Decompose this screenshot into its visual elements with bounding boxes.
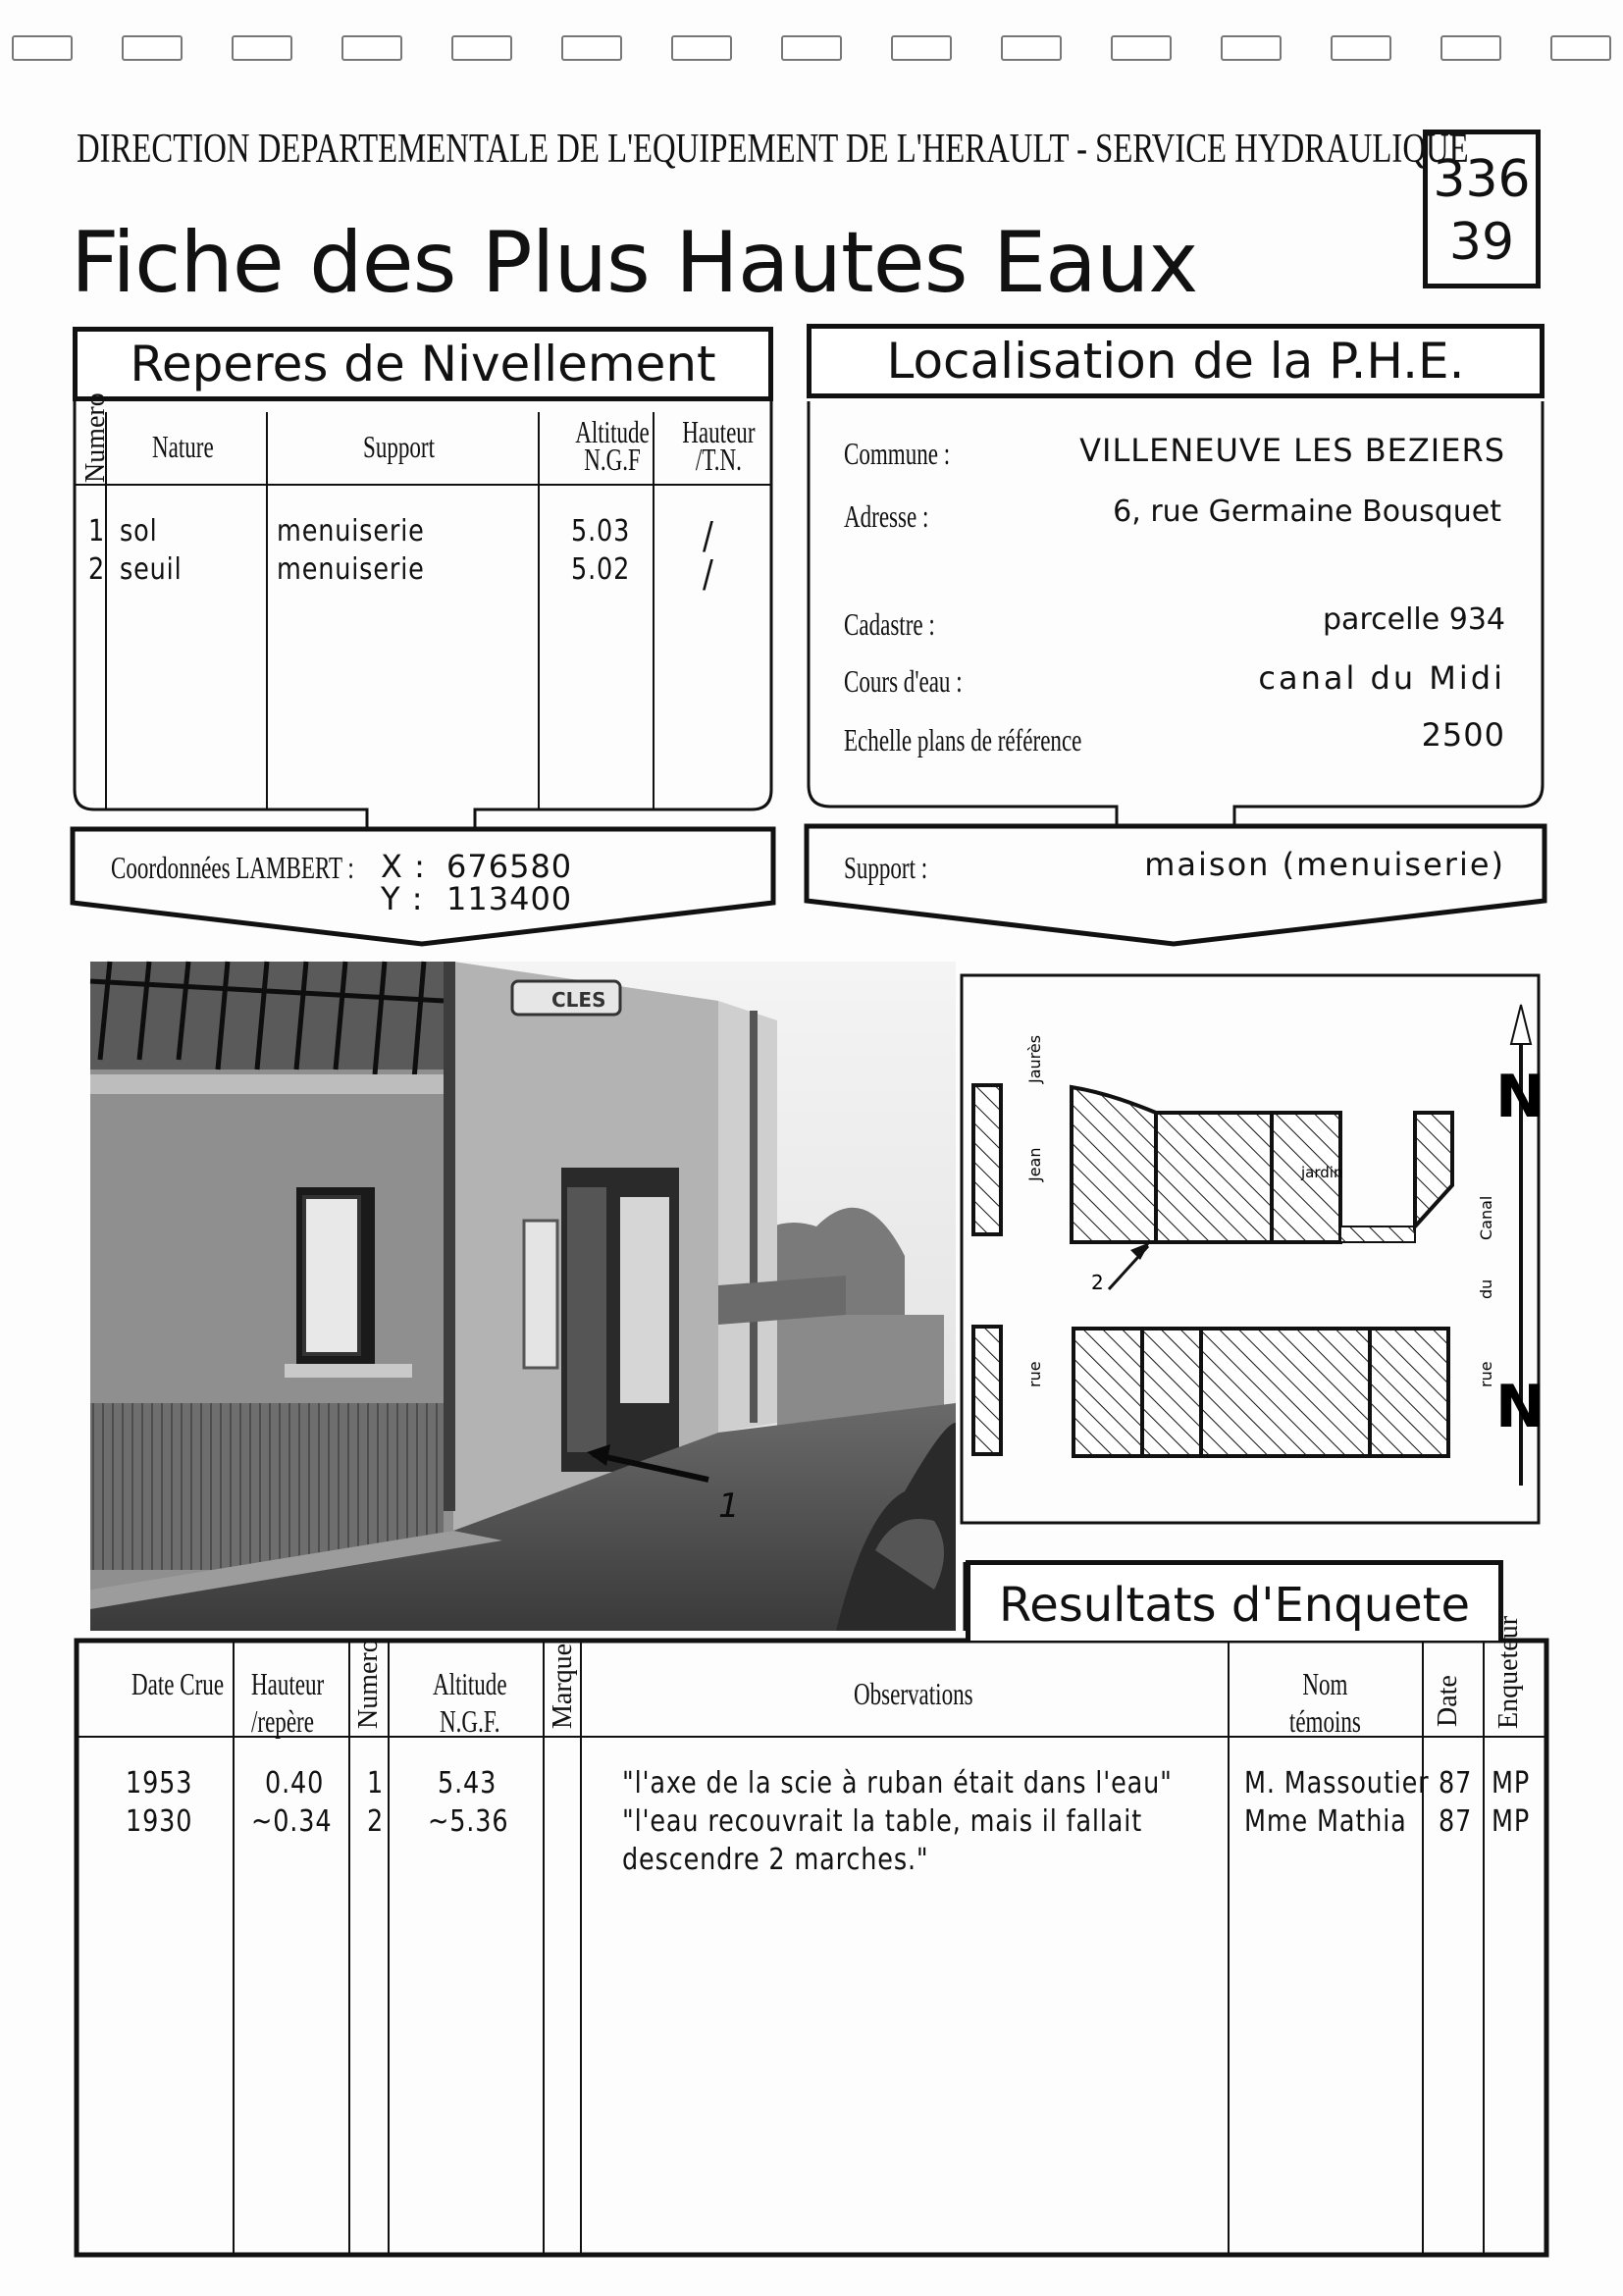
echelle-value: 2500 (1421, 716, 1505, 754)
res-date-crue: 1930 (126, 1804, 193, 1839)
commune-label: Commune : (844, 436, 951, 471)
street-label-rue-left: rue (1025, 1361, 1044, 1387)
col-header-altitude: Altitude N.G.F (575, 414, 650, 477)
col-header-numero-res: Numero (353, 1639, 384, 1729)
repere-altitude: 5.02 (571, 552, 631, 587)
location-plan (962, 975, 1545, 1523)
street-photo (90, 962, 956, 1631)
cours-value: canal du Midi (1258, 659, 1505, 697)
col-header-hauteur: Hauteur /T.N. (682, 414, 756, 477)
repere-numero: 1 (88, 514, 106, 548)
cours-label: Cours d'eau : (844, 663, 963, 699)
cadastre-label: Cadastre : (844, 606, 935, 642)
res-nom: M. Massoutier (1244, 1766, 1430, 1800)
res-observation-cont: descendre 2 marches." (622, 1843, 929, 1877)
repere-numero: 2 (88, 552, 106, 587)
echelle-label: Echelle plans de référence (844, 722, 1082, 757)
res-date-crue: 1953 (126, 1766, 193, 1800)
commune-value: VILLENEUVE LES BEZIERS (1079, 432, 1505, 469)
col-header-observations: Observations (854, 1676, 973, 1711)
repere-altitude: 5.03 (571, 514, 631, 548)
page-title: Fiche des Plus Hautes Eaux (71, 214, 1198, 312)
north-label-top: N (1495, 1063, 1545, 1131)
res-observation: "l'eau recouvrait la table, mais il fallait (622, 1804, 1143, 1839)
col-header-nom-temoins: Nom témoins (1288, 1666, 1361, 1739)
col-header-date: Date (1433, 1675, 1463, 1727)
cadastre-value: parcelle 934 (1323, 602, 1505, 637)
north-label-bottom: N (1495, 1373, 1545, 1441)
col-header-marque: Marque (548, 1643, 578, 1729)
repere-hauteur: / (703, 552, 714, 596)
support-value: maison (menuiserie) (1144, 846, 1505, 883)
res-numero: 2 (367, 1804, 385, 1839)
coord-label: Coordonnées LAMBERT : (111, 850, 354, 885)
adresse-value: 6, rue Germaine Bousquet (1113, 495, 1501, 529)
x-label: X : (381, 848, 426, 885)
plan-marker: 2 (1091, 1271, 1104, 1294)
repere-support: menuiserie (277, 552, 425, 587)
res-numero: 1 (367, 1766, 385, 1800)
y-label: Y : (381, 880, 424, 917)
y-value: 113400 (446, 880, 573, 917)
res-hauteur: ~0.34 (251, 1804, 333, 1839)
garden-label: jardin (1301, 1164, 1343, 1181)
res-altitude: ~5.36 (428, 1804, 509, 1839)
res-enqueteur: MP (1492, 1766, 1531, 1800)
photo-marker: 1 (718, 1487, 740, 1526)
repere-nature: sol (120, 514, 158, 548)
support-label: Support : (844, 850, 928, 885)
department-header: DIRECTION DEPARTEMENTALE DE L'EQUIPEMENT DE L'HERAULT - SERVICE HYDRAULIQUE (77, 127, 1469, 172)
col-header-support: Support (363, 429, 435, 464)
col-header-nature: Nature (152, 429, 214, 464)
res-observation: "l'axe de la scie à ruban était dans l'eau" (622, 1766, 1173, 1800)
street-label-du: du (1477, 1278, 1495, 1299)
col-header-date-crue: Date Crue (131, 1666, 225, 1701)
res-date: 87 (1439, 1804, 1473, 1839)
street-label-rue-right: rue (1477, 1361, 1495, 1387)
x-value: 676580 (446, 848, 573, 885)
localisation-title: Localisation de la P.H.E. (807, 324, 1544, 398)
repere-nature: seuil (120, 552, 183, 587)
fiche-number-top: 336 (1433, 150, 1531, 209)
col-header-hauteur-repere: Hauteur /repère (251, 1666, 325, 1739)
res-altitude: 5.43 (438, 1766, 497, 1800)
col-header-numero: Numero (80, 392, 111, 483)
res-date: 87 (1439, 1766, 1473, 1800)
north-arrow-icon (1495, 1005, 1544, 1486)
street-label-jean: Jean (1025, 1147, 1044, 1181)
res-enqueteur: MP (1492, 1804, 1531, 1839)
adresse-label: Adresse : (844, 498, 929, 534)
resultats-title: Resultats d'Enquete (966, 1560, 1503, 1641)
street-label-jaures: Jaurès (1025, 1034, 1044, 1083)
col-header-enqueteur: Enqueteur (1493, 1615, 1524, 1729)
shop-sign-text: CLES (551, 988, 606, 1012)
col-header-altitude-res: Altitude N.G.F. (433, 1666, 507, 1739)
repere-hauteur: / (703, 514, 714, 557)
street-label-canal: Canal (1477, 1195, 1495, 1240)
res-nom: Mme Mathia (1244, 1804, 1407, 1839)
repere-support: menuiserie (277, 514, 425, 548)
fiche-number-bottom: 39 (1448, 213, 1515, 272)
reperes-title: Reperes de Nivellement (73, 327, 773, 401)
res-hauteur: 0.40 (265, 1766, 325, 1800)
